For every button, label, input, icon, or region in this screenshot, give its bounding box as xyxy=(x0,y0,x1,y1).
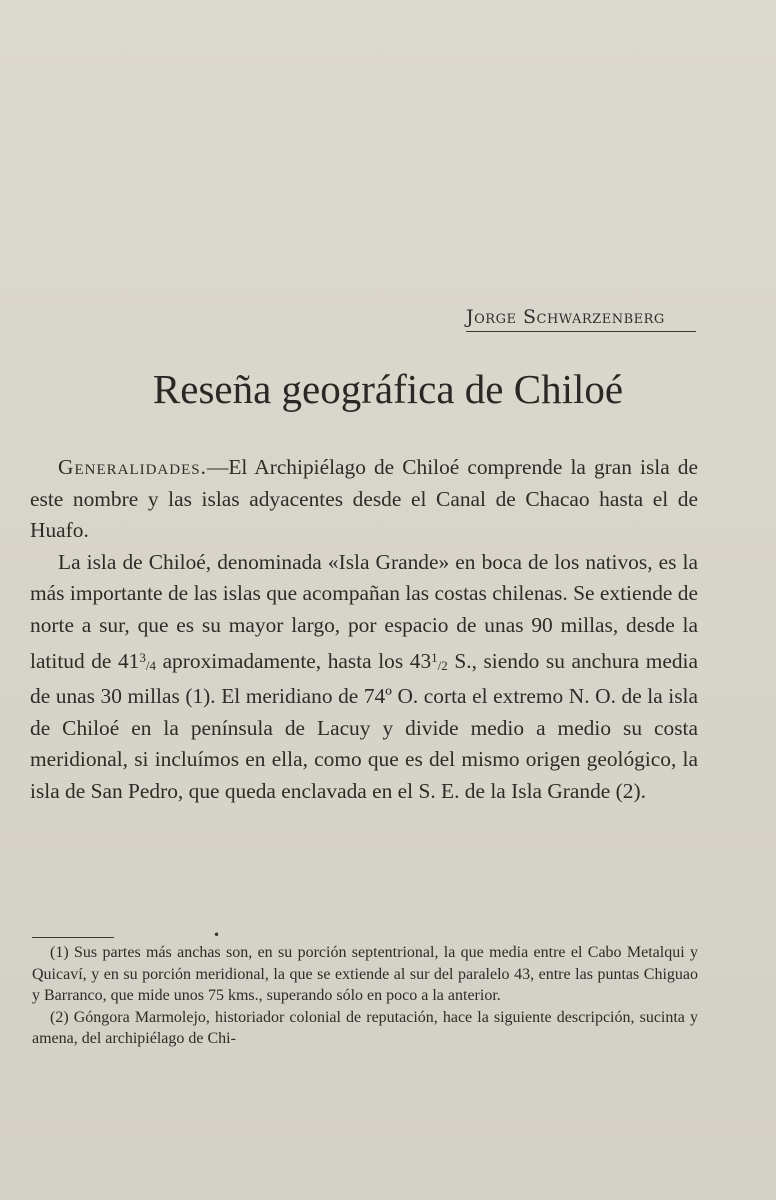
footnote-1: (1) Sus partes más anchas son, en su porción septentrional, la que media entre el Cabo Metalqui y Quicaví, y en su porción meridional, la que se extiende al sur del paralelo 43, entre las puntas Chiguao y Barranco, que mide unos 75 kms., superando sólo en poco a la anterior. xyxy=(32,944,698,1005)
printing-dot: • xyxy=(213,928,221,942)
paragraph-text: aproximadamente, hasta los 43 xyxy=(156,648,432,673)
author-name: Jorge Schwarzenberg xyxy=(466,306,696,332)
footnotes xyxy=(32,942,698,1050)
fraction-denominator: /4 xyxy=(145,657,156,673)
article-title: Reseña geográfica de Chiloé xyxy=(152,366,624,412)
fraction-numerator: 3 xyxy=(139,649,146,665)
article-body xyxy=(30,452,698,808)
fraction-numerator: 1 xyxy=(431,649,438,665)
section-lead: Generalidades. xyxy=(58,455,207,479)
paragraph-generalidades xyxy=(30,452,698,547)
fraction-denominator: /2 xyxy=(437,657,448,673)
paragraph-text: —El Archipiélago de Chiloé comprende la gran isla de este nombre y las islas adyacentes desde el Canal de Chacao hasta el de Huafo. xyxy=(30,455,698,543)
footnote-divider xyxy=(32,937,114,938)
paragraph-isla xyxy=(30,547,698,808)
footnote-2: (2) Góngora Marmolejo, historiador colonial de reputación, hace la siguiente descripción, sucinta y amena, del archipiélago de Chi- xyxy=(32,1008,698,1048)
paragraph-text: La isla de Chiloé, denominada «Isla Grande» en boca de los nativos, es la más importante de las islas que acompañan las costas chilenas. Se extiende de norte a sur, que es su mayor largo, por espacio de unas 90 millas, desde la latitud de 41 xyxy=(30,549,698,673)
paragraph-text: S., siendo su anchura media de unas 30 millas (1). El meridiano de 74º O. corta el extremo N. O. de la isla de Chiloé en la península de Lacuy y divide medio a medio su costa meridional, si incluímos en ella, como que es del mismo origen geológico, la isla de San Pedro, que queda enclavada en el S. E. de la Isla Grande (2). xyxy=(30,648,698,803)
